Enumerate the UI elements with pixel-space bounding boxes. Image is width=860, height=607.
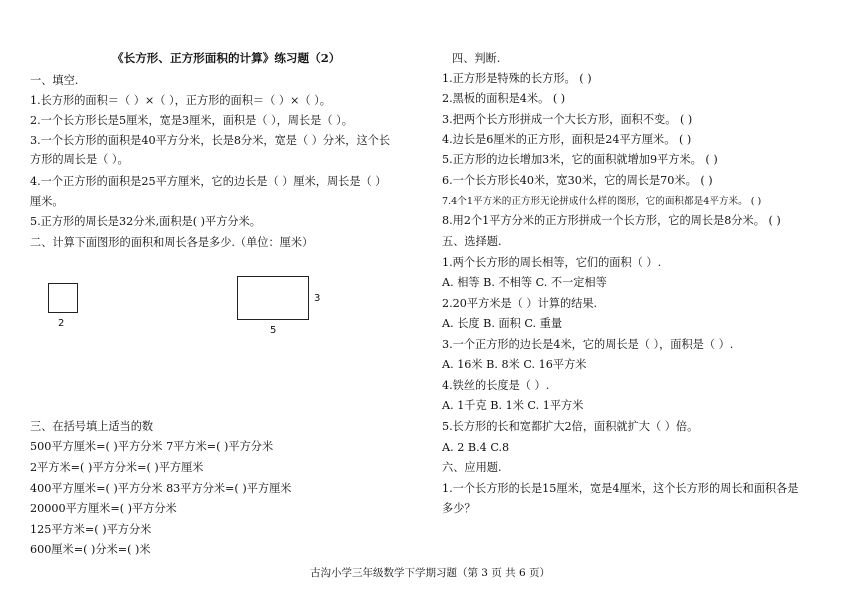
section-conversion-heading: 三、在括号填上适当的数 bbox=[30, 420, 154, 433]
choice-question-2: 2.20平方米是（ ）计算的结果. bbox=[442, 297, 598, 310]
conversion-line-2: 2平方米=( )平方分米=( )平方厘米 bbox=[30, 461, 204, 474]
judgement-4: 4.边长是6厘米的正方形，面积是24平方厘米。 ( ) bbox=[442, 133, 692, 146]
judgement-8: 8.用2个1平方分米的正方形拼成一个长方形，它的周长是8分米。 ( ) bbox=[442, 214, 781, 227]
judgement-1: 1.正方形是特殊的长方形。 ( ) bbox=[442, 72, 592, 85]
section-judgement-heading: 四、判断. bbox=[452, 52, 501, 65]
fill-question-3-line-2: 方形的周长是（ ）。 bbox=[30, 153, 129, 166]
section-fill-in-heading: 一、填空. bbox=[30, 74, 79, 87]
judgement-6: 6.一个长方形长40米，宽30米，它的周长是70米。 ( ) bbox=[442, 174, 713, 187]
conversion-line-6: 600厘米=( )分米=( )米 bbox=[30, 543, 151, 556]
conversion-line-3: 400平方厘米=( )平方分米 83平方分米=( )平方厘米 bbox=[30, 482, 292, 495]
section-choice-heading: 五、选择题. bbox=[442, 235, 502, 248]
choice-question-5: 5.长方形的长和宽都扩大2倍，面积就扩大（ ）倍。 bbox=[442, 420, 699, 433]
conversion-line-4: 20000平方厘米=( )平方分米 bbox=[30, 502, 177, 515]
fill-question-4-line-1: 4.一个正方形的面积是25平方厘米，它的边长是（ ）厘米，周长是（ ） bbox=[30, 175, 387, 188]
judgement-7: 7.4个1平方米的正方形无论拼成什么样的图形，它的面积都是4平方米。 ( ) bbox=[442, 196, 762, 207]
figure-rectangle bbox=[237, 276, 309, 320]
conversion-line-1: 500平方厘米=( )平方分米 7平方米=( )平方分米 bbox=[30, 440, 274, 453]
page-footer: 古沟小学三年级数学下学期习题（第 3 页 共 6 页） bbox=[309, 567, 551, 579]
fill-question-2: 2.一个长方形长是5厘米，宽是3厘米，面积是（ ），周长是（ ）。 bbox=[30, 114, 353, 127]
judgement-5: 5.正方形的边长增加3米，它的面积就增加9平方米。 ( ) bbox=[442, 153, 718, 166]
choice-question-1: 1.两个长方形的周长相等，它们的面积（ ）. bbox=[442, 256, 662, 269]
conversion-line-5: 125平方米=( )平方分米 bbox=[30, 523, 152, 536]
judgement-3: 3.把两个长方形拼成一个大长方形，面积不变。 ( ) bbox=[442, 113, 693, 126]
choice-4-options: A. 1千克 B. 1米 C. 1平方米 bbox=[442, 399, 584, 412]
section-calculate-heading: 二、计算下面图形的面积和周长各是多少.（单位：厘米） bbox=[30, 236, 314, 249]
choice-5-options: A. 2 B.4 C.8 bbox=[442, 441, 510, 454]
figure-rectangle-width-label: 5 bbox=[270, 325, 277, 336]
fill-question-1: 1.长方形的面积＝（ ）×（ ），正方形的面积＝（ ）×（ ）。 bbox=[30, 94, 331, 107]
judgement-2: 2.黑板的面积是4米。 ( ) bbox=[442, 92, 566, 105]
choice-1-options: A. 相等 B. 不相等 C. 不一定相等 bbox=[442, 276, 607, 289]
fill-question-4-line-2: 厘米。 bbox=[30, 195, 64, 208]
figure-square bbox=[48, 283, 78, 313]
section-application-heading: 六、应用题. bbox=[442, 461, 502, 474]
application-question-1-line-2: 多少？ bbox=[442, 502, 476, 515]
choice-2-options: A. 长度 B. 面积 C. 重量 bbox=[442, 317, 563, 330]
choice-3-options: A. 16米 B. 8米 C. 16平方米 bbox=[442, 358, 587, 371]
choice-question-4: 4.铁丝的长度是（ ）. bbox=[442, 379, 550, 392]
fill-question-5: 5.正方形的周长是32分米,面积是( )平方分米。 bbox=[30, 215, 261, 228]
figure-rectangle-height-label: 3 bbox=[314, 293, 321, 304]
worksheet-title: 《长方形、正方形面积的计算》练习题（2） bbox=[112, 51, 341, 65]
application-question-1-line-1: 1.一个长方形的长是15厘米，宽是4厘米，这个长方形的周长和面积各是 bbox=[442, 482, 799, 495]
choice-question-3: 3.一个正方形的边长是4米，它的周长是（ ），面积是（ ）. bbox=[442, 338, 734, 351]
fill-question-3-line-1: 3.一个长方形的面积是40平方分米，长是8分米，宽是（ ）分米，这个长 bbox=[30, 134, 391, 147]
figure-square-side-label: 2 bbox=[58, 318, 65, 329]
